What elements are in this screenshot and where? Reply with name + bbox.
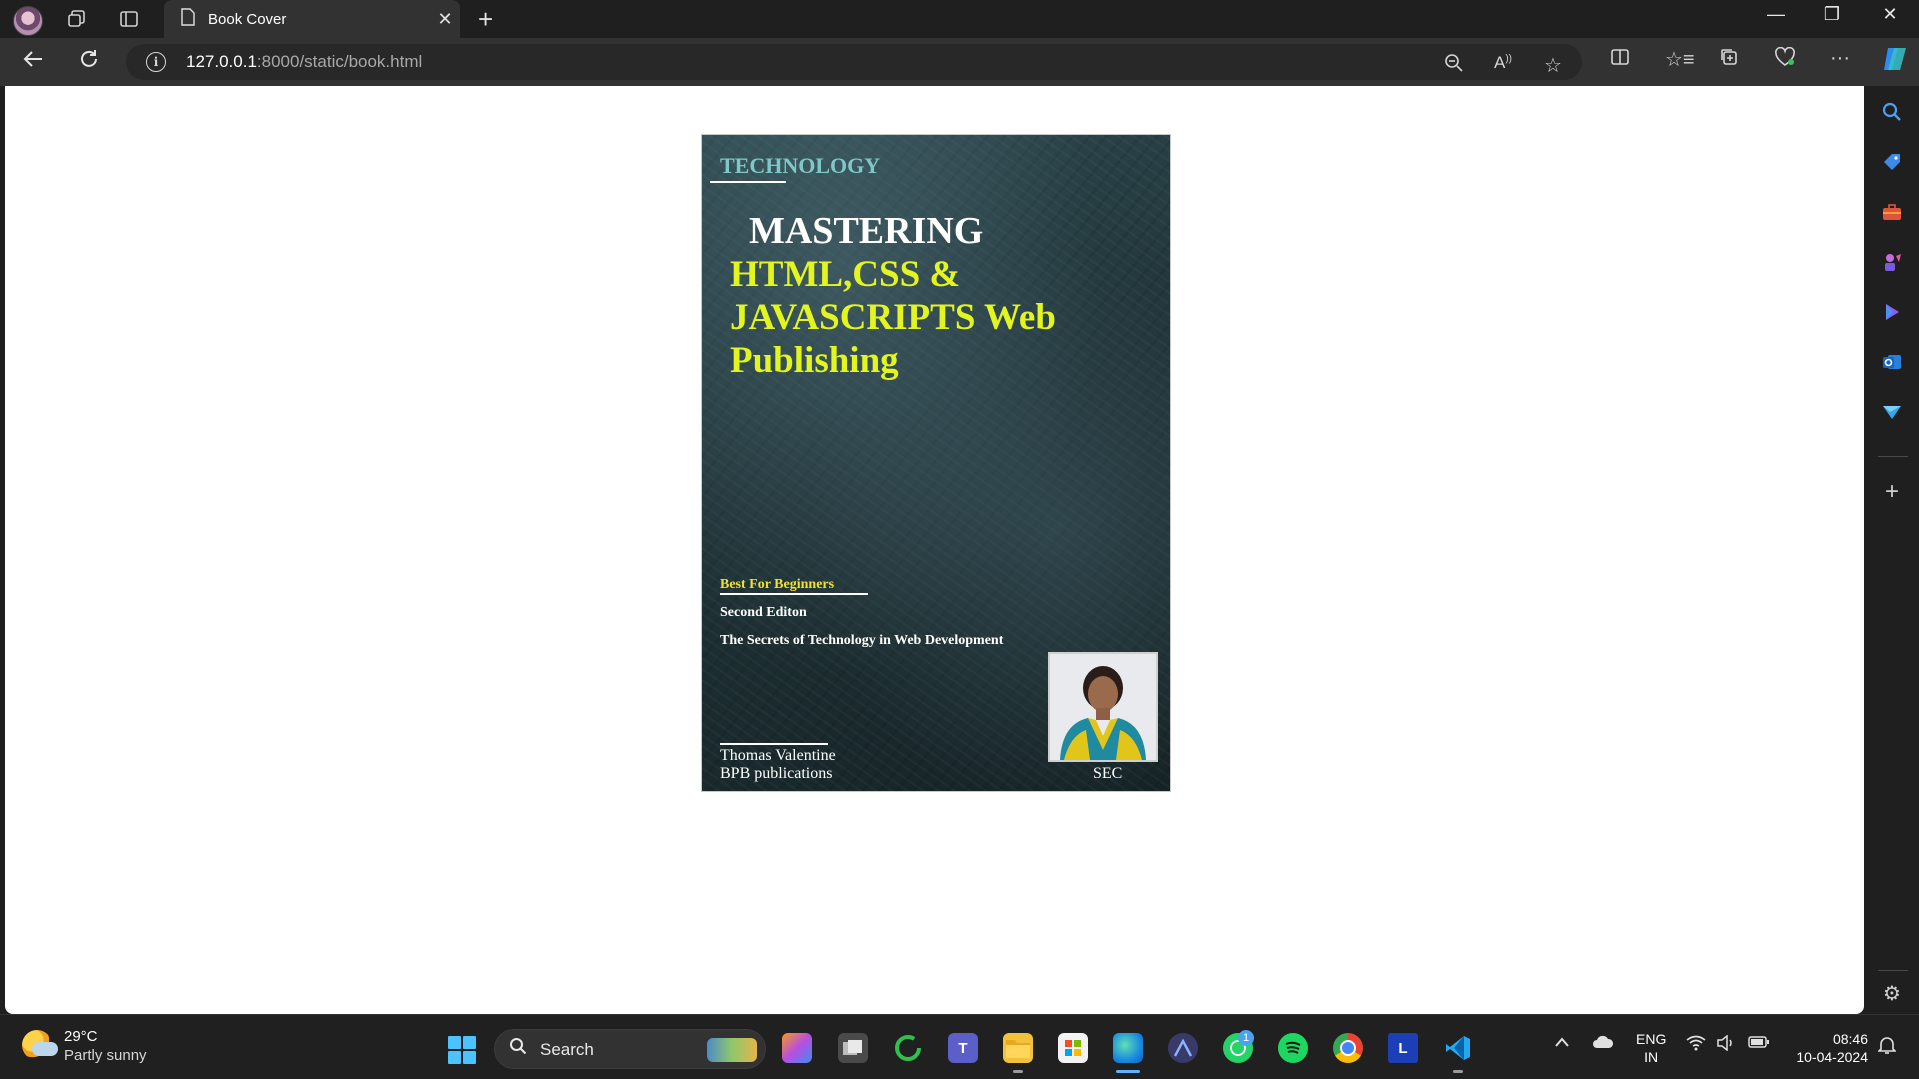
tagline-underline: [720, 593, 868, 595]
edge-sidebar: [1864, 86, 1919, 1014]
profile-avatar[interactable]: [13, 6, 43, 36]
l-app-icon[interactable]: L: [1388, 1033, 1418, 1063]
battery-icon[interactable]: [1748, 1035, 1770, 1054]
language-indicator[interactable]: [1636, 1030, 1666, 1066]
task-view-icon[interactable]: [838, 1033, 868, 1063]
vscode-icon[interactable]: [1443, 1033, 1473, 1063]
tab-title: Book Cover: [208, 10, 287, 28]
onedrive-cloud-icon[interactable]: [1592, 1035, 1614, 1054]
tab-strip: [0, 0, 1919, 38]
favorite-star-icon[interactable]: ☆: [1544, 55, 1562, 77]
wifi-icon[interactable]: [1686, 1035, 1706, 1056]
start-button[interactable]: [448, 1036, 476, 1064]
whatsapp-badge: 1: [1238, 1030, 1254, 1046]
publisher-name: BPB publications: [720, 765, 833, 782]
page-viewport: [5, 86, 1864, 1014]
subject-line: JAVASCRIPTS Web: [730, 297, 1056, 338]
subject-line: HTML,CSS &: [730, 254, 961, 295]
page-icon: [180, 8, 196, 31]
genre-underline: [710, 181, 786, 183]
close-tab-icon[interactable]: ✕: [437, 8, 453, 29]
send-icon[interactable]: [1880, 400, 1904, 424]
sidebar-divider: [1878, 970, 1908, 971]
more-options-icon[interactable]: ···: [1830, 47, 1850, 69]
navigation-bar: [0, 38, 1919, 86]
add-icon[interactable]: +: [1884, 478, 1899, 505]
shopping-tag-icon[interactable]: [1880, 150, 1904, 174]
minimize-button[interactable]: —: [1767, 4, 1785, 24]
edge-browser-icon[interactable]: [1113, 1033, 1143, 1063]
refresh-button[interactable]: [78, 48, 100, 76]
chrome-icon[interactable]: [1333, 1033, 1363, 1063]
outlook-icon[interactable]: [1880, 350, 1904, 374]
weather-temp[interactable]: 29°C: [64, 1028, 98, 1045]
spotify-icon[interactable]: [1278, 1033, 1308, 1063]
app-open-indicator: [1453, 1070, 1463, 1073]
app-open-indicator: [1013, 1070, 1023, 1073]
search-label: Search: [540, 1040, 594, 1059]
cover-heading: MASTERING: [749, 210, 984, 252]
sidebar-divider: [1878, 456, 1908, 457]
taskbar-search[interactable]: [494, 1029, 766, 1069]
author-name: Thomas Valentine: [720, 747, 836, 764]
address-bar[interactable]: [126, 44, 1582, 80]
clock[interactable]: [1786, 1030, 1868, 1066]
lang-line: IN: [1644, 1049, 1659, 1065]
photo-caption: SEC: [1093, 765, 1123, 782]
file-explorer-icon[interactable]: [1003, 1033, 1033, 1063]
copilot-app-icon[interactable]: [782, 1033, 812, 1063]
edition-label: Second Editon: [720, 605, 807, 620]
url-host: 127.0.0.1: [186, 52, 257, 71]
vertical-tabs-icon[interactable]: [116, 7, 142, 31]
teams-icon[interactable]: T: [948, 1033, 978, 1063]
app-active-indicator: [1116, 1070, 1140, 1073]
new-tab-button[interactable]: +: [478, 4, 494, 34]
close-window-button[interactable]: ✕: [1882, 4, 1898, 24]
subject-line: Publishing: [730, 340, 899, 381]
search-highlight-art-icon: [707, 1038, 757, 1062]
lang-line: ENG: [1636, 1031, 1667, 1047]
weather-cloud-icon: [32, 1042, 58, 1056]
weather-condition[interactable]: Partly sunny: [64, 1047, 147, 1064]
url-text[interactable]: [186, 52, 422, 72]
read-aloud-icon[interactable]: A)): [1494, 53, 1513, 72]
url-path: :8000/static/book.html: [256, 52, 423, 71]
refresh-app-icon[interactable]: [893, 1033, 923, 1063]
settings-gear-icon[interactable]: ⚙: [1883, 982, 1901, 1005]
site-info-icon[interactable]: i: [146, 52, 166, 72]
restore-button[interactable]: ❐: [1823, 4, 1841, 24]
copilot-icon[interactable]: [1880, 44, 1910, 80]
workspaces-icon[interactable]: [64, 7, 90, 31]
notification-bell-icon[interactable]: [1878, 1035, 1896, 1060]
clock-time: 08:46: [1832, 1031, 1868, 1047]
search-icon[interactable]: [1880, 100, 1904, 124]
cover-subject: [730, 253, 1150, 382]
clock-date: 10-04-2024: [1796, 1049, 1868, 1065]
show-hidden-icons-chevron-icon[interactable]: [1554, 1035, 1570, 1053]
browser-essentials-icon[interactable]: [1774, 47, 1796, 73]
book-cover: [701, 134, 1171, 792]
volume-icon[interactable]: [1716, 1035, 1736, 1056]
tools-icon[interactable]: [1880, 200, 1904, 224]
author-underline: [720, 743, 828, 745]
collections-icon[interactable]: [1719, 47, 1739, 73]
favorites-icon[interactable]: ☆≡: [1665, 49, 1695, 71]
copilot-sidebar-icon[interactable]: [1880, 300, 1904, 324]
arc-app-icon[interactable]: [1168, 1033, 1198, 1063]
taskbar: [0, 1014, 1919, 1079]
search-icon: [509, 1037, 527, 1061]
zoom-out-icon[interactable]: [1444, 53, 1464, 79]
author-photo: [1048, 652, 1158, 762]
back-button[interactable]: [22, 48, 44, 76]
split-screen-icon[interactable]: [1610, 47, 1630, 73]
secret-line: The Secrets of Technology in Web Development: [720, 633, 1004, 648]
tab-book-cover[interactable]: [164, 0, 460, 38]
tagline: Best For Beginners: [720, 577, 835, 592]
games-icon[interactable]: [1880, 250, 1904, 274]
genre-label: TECHNOLOGY: [720, 153, 881, 178]
microsoft-store-icon[interactable]: [1058, 1033, 1088, 1063]
